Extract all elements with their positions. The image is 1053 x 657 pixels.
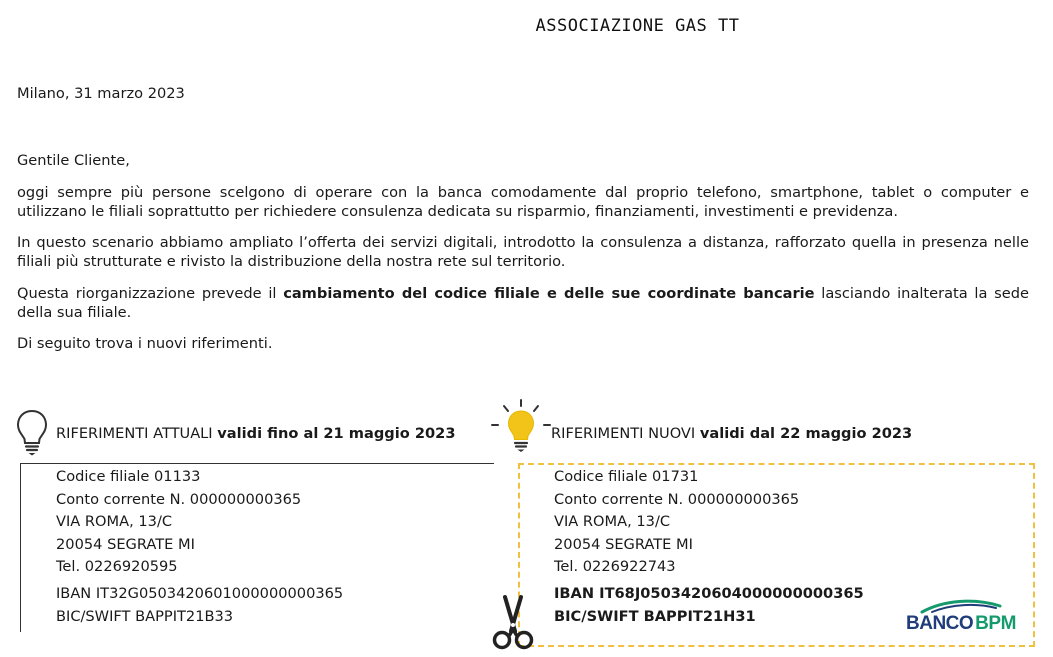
new-refs-heading [551,424,912,443]
current-iban: IBAN IT32G0503420601000000000365 [56,584,344,602]
new-refs-validity: validi dal 22 maggio 2023 [699,425,913,442]
letter-paragraph-1: oggi sempre più persone scelgono di operare con la banca comodamente dal proprio telefono, smartphone, tablet o computer e utilizzano le filiali soprattutto per richiedere consulenza dedicata su risparmio, finanziamenti, investimenti e previdenza. [17,184,1029,220]
new-account: Conto corrente N. 000000000365 [554,490,800,508]
logo-swoosh-icon [904,598,1024,614]
current-refs-heading [56,424,455,443]
scissors-icon[interactable] [490,594,536,652]
logo-banco-text: BANCO [906,613,974,634]
new-city: 20054 SEGRATE MI [554,535,693,553]
letter-paragraph-3-pre: Questa riorganizzazione prevede il [17,285,284,302]
new-phone: Tel. 0226922743 [554,558,676,576]
new-refs-details [554,466,864,628]
current-phone: Tel. 0226920595 [56,558,178,576]
lightbulb-lit-icon [490,398,552,456]
letter-date: Milano, 31 marzo 2023 [17,85,185,102]
letter-paragraph-3 [17,284,1029,322]
banco-bpm-logo [904,598,1024,638]
logo-bpm-text: BPM [975,613,1016,634]
new-bic: BIC/SWIFT BAPPIT21H31 [554,607,756,625]
current-account: Conto corrente N. 000000000365 [56,490,302,508]
new-street: VIA ROMA, 13/C [554,513,671,531]
current-refs-heading-label: RIFERIMENTI ATTUALI [56,425,218,442]
letter-paragraph-2: In questo scenario abbiamo ampliato l’offerta dei servizi digitali, introdotto la consulenza a distanza, rafforzato quella in presenza nelle filiali più strutturate e rivisto la distribuzione della nostra rete sul territorio. [17,234,1029,270]
new-refs-heading-label: RIFERIMENTI NUOVI [551,425,700,442]
current-branch-code: Codice filiale 01133 [56,468,201,485]
logo-wordmark [906,613,1016,635]
new-iban: IBAN IT68J0503420604000000000365 [554,584,864,602]
letter-paragraph-3-bold: cambiamento del codice filiale e delle sue coordinate bancarie [283,285,815,302]
current-refs-validity: validi fino al 21 maggio 2023 [217,425,456,442]
current-street: VIA ROMA, 13/C [56,513,173,531]
current-refs-details [56,466,343,628]
letter-paragraph-4: Di seguito trova i nuovi riferimenti. [17,335,273,352]
lightbulb-outline-icon [15,408,49,458]
letter-greeting: Gentile Cliente, [17,152,130,169]
current-city: 20054 SEGRATE MI [56,535,195,553]
new-branch-code: Codice filiale 01731 [554,468,699,485]
page-title: ASSOCIAZIONE GAS TT [535,16,740,36]
current-bic: BIC/SWIFT BAPPIT21B33 [56,607,234,625]
letter-paragraph-3-post: lasciando inalterata la sede della sua filiale. [17,285,1029,321]
